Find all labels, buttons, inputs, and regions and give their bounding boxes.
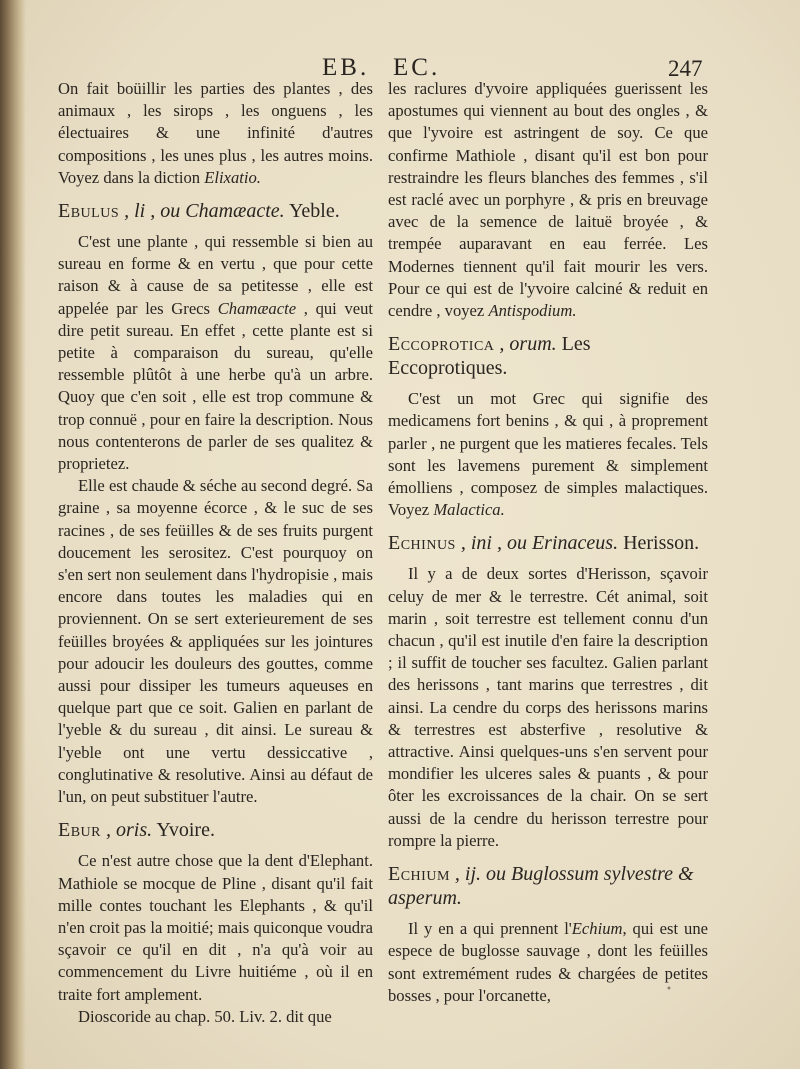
page-number: 247 — [668, 56, 703, 81]
headword-echinus-alt: Erinaceus. — [531, 532, 619, 555]
headword-ebur-french: Yvoire. — [156, 819, 215, 842]
headword-ebur-genitive: , oris. — [106, 819, 153, 842]
header-left-letters: EB. — [322, 54, 370, 81]
intro-text: On fait boüillir les parties des plantes , des animaux , les sirops , les onguens , les électuaires & une infinité d'autres compositions , les unes plus , les autres moins. Voyez dans la diction — [58, 79, 373, 187]
ebulus-p1-term: Chamæacte — [217, 298, 297, 318]
eccoprotica-p1-reference: Malactica. — [433, 500, 505, 520]
eccoprotica-p1-text: C'est un mot Grec qui signifie des medicamens fort benins , & qui , à proprement parler , ne purgent que les matieres fecales. Tels sont les lavemens purement & simplement émolliens , composez de simples malactiques. Voyez — [388, 389, 708, 520]
book-binding-edge — [0, 0, 26, 1069]
left-column — [58, 78, 373, 1028]
headword-eccoprotica: Eccoprotica — [388, 333, 495, 356]
ebulus-p1-a: C'est une plante , qui ressemble si bien au sureau en forme & en vertu , que pour cette raison & à cause de sa petitesse , elle est appelée par les Grecs — [58, 232, 373, 318]
intro-reference: Elixatio. — [204, 167, 261, 187]
intro-paragraph — [58, 78, 373, 189]
headword-echium-genitive: , ij. ou — [454, 863, 507, 886]
entry-heading-ebur — [58, 818, 373, 842]
headword-ebulus-genitive: , li , ou — [124, 200, 181, 223]
right-column — [388, 78, 708, 1007]
entry-heading-eccoprotica — [388, 332, 708, 380]
entry-heading-ebulus — [58, 199, 373, 223]
ebur-continuation-reference: Antispodium. — [488, 301, 577, 321]
ebur-continuation — [388, 78, 708, 322]
headword-ebur: Ebur — [58, 819, 102, 842]
ebur-paragraph-1: Ce n'est autre chose que la dent d'Elephant. Mathiole se mocque de Pline , disant qu'il fait mille contes touchant les Elephants , & qu'il n'en croit pas la moitié; mais quiconque voudra sçavoir ce qu'il en dit , n'a qu'à voir au commencement du Livre huitiéme , où il en traite fort amplement. — [58, 851, 373, 1004]
headword-ebulus: Ebulus — [58, 200, 120, 223]
entry-heading-echinus — [388, 531, 708, 555]
headword-echium-alt: Buglossum sylvestre & asperum. — [388, 863, 694, 910]
headword-echinus-french: Herisson. — [623, 532, 700, 555]
headword-echium: Echium — [388, 863, 450, 886]
ebur-continuation-text: les raclures d'yvoire appliquées guerissent les apostumes qui viennent au bout des ongles , & que l'yvoire est astringent de soy. Ce que confirme Mathiole , disant qu'il est bon pour restraindre les fleurs blanches des femmes , s'il est raclé avec un porphyre , & pris en breuvage avec de la semence de laituë broyée , & trempée auparavant en eau ferrée. Les Modernes tiennent qu'il fait mourir les vers. Pour ce qui est de l'yvoire calciné & reduit en cendre , voyez — [388, 79, 708, 321]
ebulus-paragraph-2: Elle est chaude & séche au second degré. Sa graine , sa moyenne écorce , & le suc de ses racines , de ses feüilles & de ses fruits purgent doucement les serositez. C'est pourquoy on s'en sert non seulement dans l'hydropisie , mais encore dans toutes les maladies qui en proviennent. On se sert exterieurement de ses feüilles broyées & appliquées sur les jointures pour adoucir les douleurs des gouttes, comme aussi pour dissiper les tumeurs aqueuses en quelque part que ce soit. Galien en parlant de l'yeble & du sureau , dit ainsi. Le sureau & l'yeble ont une vertu dessiccative , conglutinative & resolutive. Ainsi au défaut de l'un, on peut substituer l'autre. — [58, 476, 373, 807]
ebur-paragraph-2: Dioscoride au chap. 50. Liv. 2. dit que — [78, 1006, 332, 1026]
headword-ebulus-alt: Chamæacte. — [185, 200, 285, 223]
echium-p1-b: , qui est une espece de buglosse sauvage , dont les feüilles sont extremément rudes & chargées de petites bosses , pour l'orcanette, — [388, 919, 708, 1005]
eccoprotica-paragraph — [388, 388, 708, 521]
paper-speck: • — [666, 984, 672, 995]
ebulus-p1-b: , qui veut dire petit sureau. En effet , cette plante est si petite à comparaison du sureau, qu'elle ressemble plûtôt à une herbe qu'à un arbre. Quoy que c'en soit , elle est trop commune & trop connuë , pour en faire la description. Nous nous contenterons de parler de ses qualitez & proprietez. — [58, 298, 374, 474]
ebulus-paragraph-1 — [58, 231, 373, 475]
headword-eccoprotica-genitive: , orum. — [499, 333, 557, 356]
entry-heading-echium — [388, 862, 708, 910]
headword-ebulus-french: Yeble. — [288, 200, 340, 223]
headword-echinus-genitive: , ini , ou — [460, 532, 527, 555]
echium-p1-a: Il y en a qui prennent l' — [408, 919, 572, 939]
headword-echinus: Echinus — [388, 532, 456, 555]
header-right-letters: EC. — [393, 54, 441, 81]
echium-paragraph — [388, 918, 708, 1007]
headword-eccoprotica-french: Les Eccoprotiques. — [388, 333, 591, 380]
echinus-paragraph: Il y a de deux sortes d'Herisson, sçavoir celuy de mer & le terrestre. Cét animal, soit marin , soit terrestre est tellement connu d'un chacun , qu'il est inutile d'en faire la description ; il suffit de toucher ses facultez. Galien parlant des herissons , tant marins que terrestres , dit ainsi. La cendre du corps des herissons marins & terrestres est absterfive , resolutive & attractive. Ainsi quelques-uns s'en servent pour mondifier les ulceres sales & puants , & pour ôter les excroissances de la chair. On se sert aussi de la cendre du herisson terrestre pour rompre la pierre. — [388, 564, 708, 850]
echium-p1-term: Echium — [571, 919, 623, 939]
